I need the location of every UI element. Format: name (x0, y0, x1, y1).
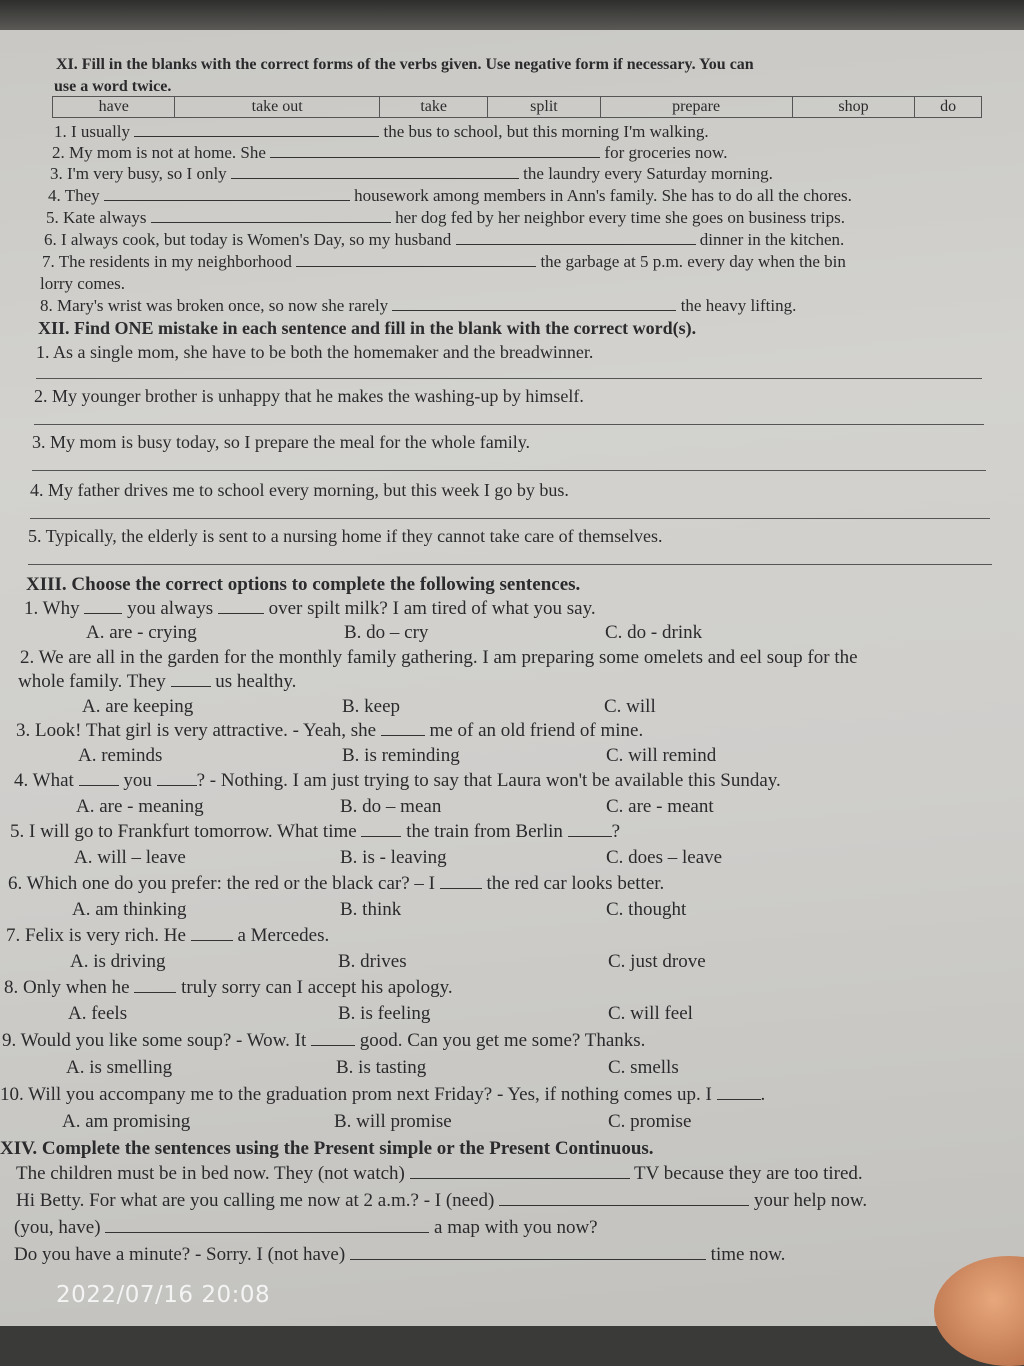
option-b[interactable]: B. drives (338, 951, 407, 973)
s14-item-1: The children must be in bed now. They (not watch) TV because they are too tired. (16, 1163, 863, 1185)
answer-blank[interactable] (270, 157, 600, 158)
answer-blank[interactable] (311, 1045, 355, 1046)
verb-cell: have (53, 97, 175, 118)
answer-blank[interactable] (350, 1259, 706, 1260)
option-a[interactable]: A. is smelling (66, 1057, 172, 1079)
option-c[interactable]: C. promise (608, 1111, 691, 1133)
option-b[interactable]: B. do – cry (344, 622, 428, 644)
option-a[interactable]: A. is driving (70, 951, 166, 973)
option-c[interactable]: C. just drove (608, 951, 706, 973)
verb-cell: take out (175, 97, 379, 118)
answer-blank[interactable] (499, 1205, 749, 1206)
s12-item-2: 2. My younger brother is unhappy that he makes the washing-up by himself. (34, 386, 584, 407)
answer-blank[interactable] (105, 1232, 429, 1233)
option-a[interactable]: A. will – leave (74, 847, 186, 869)
answer-blank[interactable] (361, 836, 401, 837)
option-b[interactable]: B. think (340, 899, 401, 921)
verb-cell: take (379, 97, 488, 118)
answer-blank[interactable] (296, 266, 536, 267)
s11-item-3: 3. I'm very busy, so I only the laundry every Saturday morning. (50, 164, 773, 184)
answer-blank[interactable] (218, 613, 264, 614)
option-b[interactable]: B. keep (342, 696, 400, 718)
answer-blank[interactable] (456, 244, 696, 245)
verb-cell: shop (792, 97, 915, 118)
option-a[interactable]: A. am promising (62, 1111, 190, 1133)
option-a[interactable]: A. are keeping (82, 696, 193, 718)
answer-blank[interactable] (568, 836, 612, 837)
answer-blank[interactable] (381, 735, 425, 736)
option-b[interactable]: B. is tasting (336, 1057, 426, 1079)
answer-line[interactable] (30, 518, 990, 519)
verb-cell: prepare (600, 97, 792, 118)
s12-item-3: 3. My mom is busy today, so I prepare the meal for the whole family. (32, 432, 530, 453)
s13-q8: 8. Only when he truly sorry can I accept his apology. (4, 977, 453, 999)
answer-blank[interactable] (191, 940, 233, 941)
option-b[interactable]: B. is reminding (342, 745, 460, 767)
option-a[interactable]: A. are - crying (86, 622, 197, 644)
section-14-title: XIV. Complete the sentences using the Present simple or the Present Continuous. (0, 1138, 654, 1160)
answer-blank[interactable] (151, 222, 391, 223)
answer-blank[interactable] (410, 1178, 630, 1179)
option-b[interactable]: B. do – mean (340, 796, 441, 818)
answer-line[interactable] (32, 470, 986, 471)
s11-item-7: 7. The residents in my neighborhood the garbage at 5 p.m. every day when the bin (42, 252, 846, 272)
option-a[interactable]: A. feels (68, 1003, 127, 1025)
answer-blank[interactable] (134, 992, 176, 993)
s11-item-6: 6. I always cook, but today is Women's Day, so my husband dinner in the kitchen. (44, 230, 844, 250)
s14-item-3: (you, have) a map with you now? (14, 1217, 598, 1239)
option-c[interactable]: C. does – leave (606, 847, 722, 869)
option-b[interactable]: B. will promise (334, 1111, 452, 1133)
s12-item-1: 1. As a single mom, she have to be both the homemaker and the breadwinner. (36, 342, 593, 363)
s14-item-4: Do you have a minute? - Sorry. I (not have) time now. (14, 1244, 785, 1266)
answer-blank[interactable] (171, 686, 211, 687)
s14-item-2: Hi Betty. For what are you calling me now at 2 a.m.? - I (need) your help now. (16, 1190, 867, 1212)
s13-q2: 2. We are all in the garden for the monthly family gathering. I am preparing some omelets and eel soup for the (20, 647, 858, 669)
verb-table (52, 96, 982, 118)
photo-timestamp: 2022/07/16 20:08 (56, 1282, 270, 1308)
s13-q5: 5. I will go to Frankfurt tomorrow. What time the train from Berlin ? (10, 821, 620, 843)
s13-q10: 10. Will you accompany me to the graduation prom next Friday? - Yes, if nothing comes up. I . (0, 1084, 765, 1106)
s11-item-1: 1. I usually the bus to school, but this morning I'm walking. (54, 122, 709, 142)
s13-q4: 4. What you ? - Nothing. I am just trying to say that Laura won't be available this Sunday. (14, 770, 781, 792)
s13-q2-cont: whole family. They us healthy. (18, 671, 296, 693)
option-a[interactable]: A. are - meaning (76, 796, 204, 818)
option-a[interactable]: A. reminds (78, 745, 162, 767)
answer-line[interactable] (36, 378, 982, 379)
s11-item-8: 8. Mary's wrist was broken once, so now she rarely the heavy lifting. (40, 296, 796, 316)
photo-top-edge (0, 0, 1024, 30)
option-c[interactable]: C. do - drink (605, 622, 702, 644)
verb-cell: do (915, 97, 982, 118)
answer-blank[interactable] (134, 136, 379, 137)
option-c[interactable]: C. will remind (606, 745, 716, 767)
section-11-title-cont: use a word twice. (54, 78, 171, 96)
s12-item-4: 4. My father drives me to school every morning, but this week I go by bus. (30, 480, 569, 501)
answer-blank[interactable] (79, 785, 119, 786)
option-b[interactable]: B. is - leaving (340, 847, 447, 869)
option-c[interactable]: C. smells (608, 1057, 679, 1079)
answer-line[interactable] (34, 424, 984, 425)
s11-item-2: 2. My mom is not at home. She for groceries now. (52, 143, 727, 163)
answer-blank[interactable] (440, 888, 482, 889)
s13-q6: 6. Which one do you prefer: the red or the black car? – I the red car looks better. (8, 873, 664, 895)
answer-blank[interactable] (392, 310, 676, 311)
s13-q1: 1. Why you always over spilt milk? I am tired of what you say. (24, 598, 596, 620)
s11-item-5: 5. Kate always her dog fed by her neighbor every time she goes on business trips. (46, 208, 845, 228)
section-11-title: XI. Fill in the blanks with the correct forms of the verbs given. Use negative form if necessary. You can (56, 56, 754, 74)
section-12-title: XII. Find ONE mistake in each sentence and fill in the blank with the correct word(s). (38, 318, 696, 339)
section-13-title: XIII. Choose the correct options to complete the following sentences. (26, 574, 580, 596)
s13-q9: 9. Would you like some soup? - Wow. It good. Can you get me some? Thanks. (2, 1030, 645, 1052)
s12-item-5: 5. Typically, the elderly is sent to a nursing home if they cannot take care of themselves. (28, 526, 663, 547)
s13-q7: 7. Felix is very rich. He a Mercedes. (6, 925, 329, 947)
answer-line[interactable] (28, 564, 992, 565)
option-c[interactable]: C. thought (606, 899, 686, 921)
answer-blank[interactable] (157, 785, 197, 786)
option-c[interactable]: C. are - meant (606, 796, 714, 818)
option-c[interactable]: C. will (604, 696, 656, 718)
option-c[interactable]: C. will feel (608, 1003, 693, 1025)
s11-item-4: 4. They housework among members in Ann's family. She has to do all the chores. (48, 186, 852, 206)
answer-blank[interactable] (104, 200, 350, 201)
verb-cell: split (488, 97, 600, 118)
s13-q3: 3. Look! That girl is very attractive. - Yeah, she me of an old friend of mine. (16, 720, 643, 742)
answer-blank[interactable] (84, 613, 122, 614)
s11-item-7-cont: lorry comes. (40, 274, 125, 294)
answer-blank[interactable] (717, 1099, 761, 1100)
option-b[interactable]: B. is feeling (338, 1003, 430, 1025)
answer-blank[interactable] (231, 178, 519, 179)
option-a[interactable]: A. am thinking (72, 899, 187, 921)
